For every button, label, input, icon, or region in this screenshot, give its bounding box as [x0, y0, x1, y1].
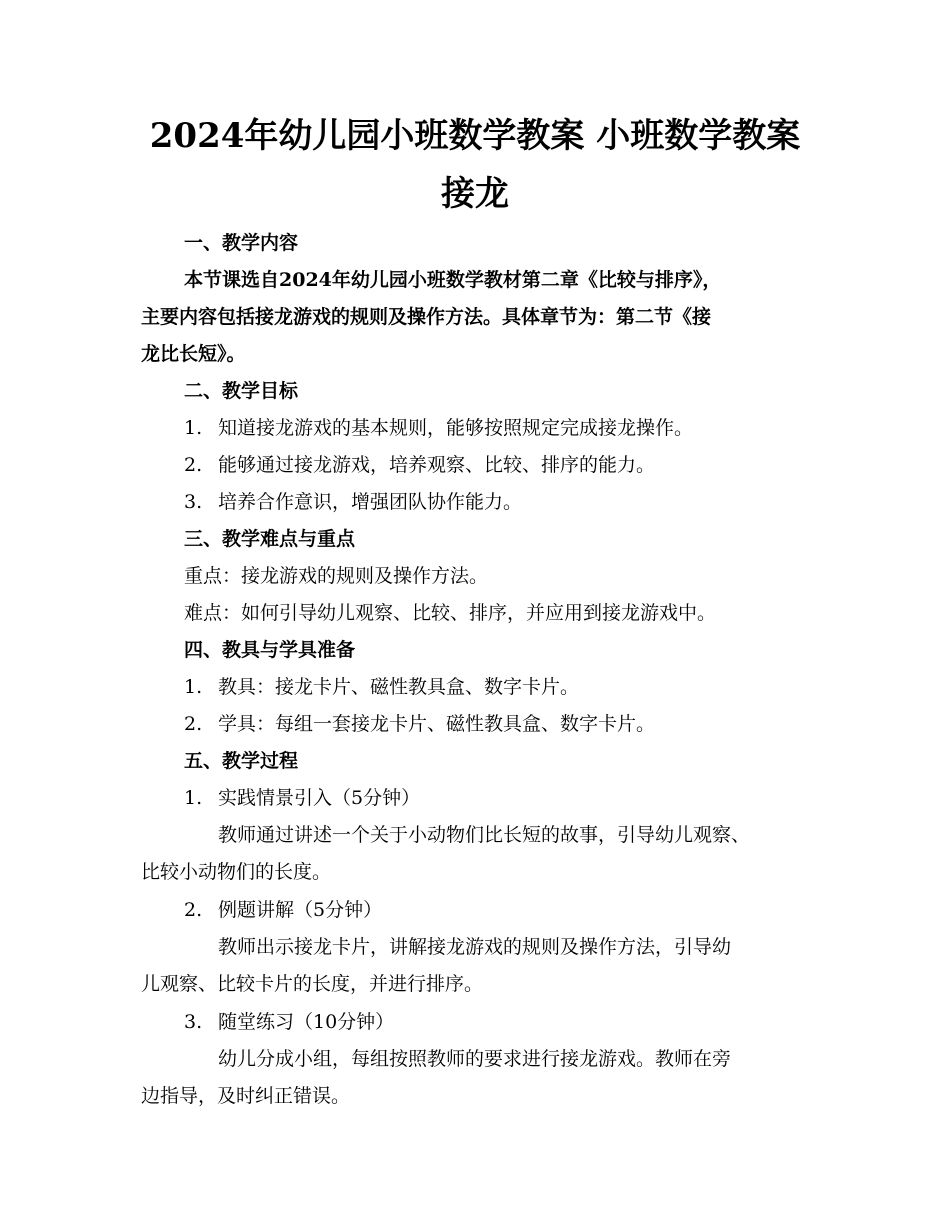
step-description-line: 幼儿分成小组，每组按照教师的要求进行接龙游戏。教师在旁 — [218, 1048, 732, 1070]
section-heading: 五、教学过程 — [184, 750, 299, 772]
key-point-line: 重点：接龙游戏的规则及操作方法。 — [184, 565, 489, 587]
step-number: 2. — [184, 899, 203, 921]
list-item-text: 能够通过接龙游戏，培养观察、比较、排序的能力。 — [218, 454, 656, 476]
step-title — [184, 1008, 864, 1036]
list-item-number: 2. — [184, 713, 203, 735]
section-heading: 二、教学目标 — [184, 380, 299, 402]
difficulty-line: 难点：如何引导幼儿观察、比较、排序，并应用到接龙游戏中。 — [184, 602, 717, 624]
list-item-number: 2. — [184, 454, 203, 476]
step-description-line: 边指导，及时纠正错误。 — [141, 1085, 351, 1107]
list-item — [184, 673, 864, 701]
step-description-line: 教师出示接龙卡片，讲解接龙游戏的规则及操作方法，引导幼 — [218, 936, 732, 958]
list-item-number: 1. — [184, 417, 203, 439]
list-item-number: 3. — [184, 491, 203, 513]
paragraph-line: 主要内容包括接龙游戏的规则及操作方法。具体章节为：第二节《接 — [141, 306, 712, 328]
section-heading: 一、教学内容 — [184, 232, 299, 254]
list-item-text: 知道接龙游戏的基本规则，能够按照规定完成接龙操作。 — [218, 417, 694, 439]
list-item-text: 培养合作意识，增强团队协作能力。 — [218, 491, 523, 513]
paragraph-line: 龙比长短》。 — [141, 343, 246, 365]
list-item — [184, 488, 864, 516]
step-title — [184, 896, 864, 924]
step-title-text: 实践情景引入（5分钟） — [218, 787, 421, 809]
step-description-line: 比较小动物们的长度。 — [141, 861, 332, 883]
step-description-line: 教师通过讲述一个关于小动物们比长短的故事，引导幼儿观察、 — [218, 824, 751, 846]
list-item-number: 1. — [184, 676, 203, 698]
section-heading: 三、教学难点与重点 — [184, 528, 356, 550]
step-description-line: 儿观察、比较卡片的长度，并进行排序。 — [141, 973, 484, 995]
document-title-line2: 接龙 — [441, 174, 509, 214]
section-heading: 四、教具与学具准备 — [184, 639, 356, 661]
list-item — [184, 451, 864, 479]
step-title — [184, 784, 864, 812]
step-title-text: 随堂练习（10分钟） — [218, 1011, 395, 1033]
step-number: 3. — [184, 1011, 203, 1033]
step-title-text: 例题讲解（5分钟） — [218, 899, 383, 921]
document-title-line1: 2024年幼儿园小班数学教案 小班数学教案 — [149, 116, 801, 156]
list-item — [184, 710, 864, 738]
list-item — [184, 414, 864, 442]
list-item-text: 学具：每组一套接龙卡片、磁性教具盒、数字卡片。 — [218, 713, 656, 735]
step-number: 1. — [184, 787, 203, 809]
list-item-text: 教具：接龙卡片、磁性教具盒、数字卡片。 — [218, 676, 580, 698]
paragraph-line: 本节课选自2024年幼儿园小班数学教材第二章《比较与排序》， — [184, 269, 722, 291]
